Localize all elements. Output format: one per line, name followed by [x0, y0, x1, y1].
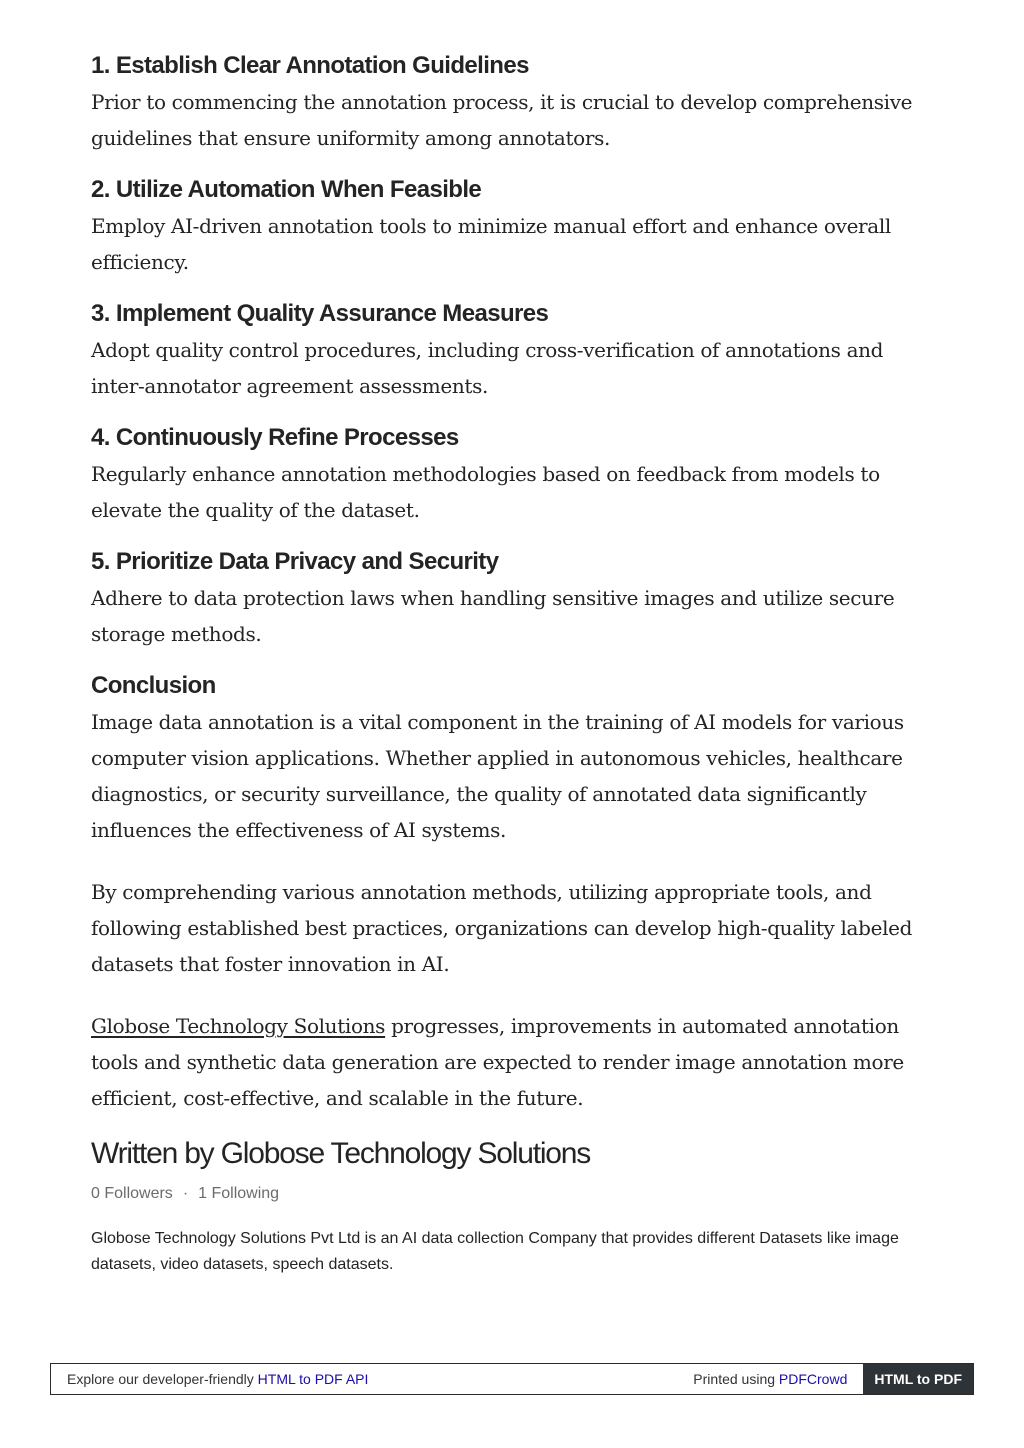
following-link[interactable]: 1 Following	[198, 1185, 280, 1202]
explore-text	[51, 1371, 693, 1387]
section-body-guidelines: Prior to commencing the annotation process, it is crucial to develop comprehensive guidelines that ensure uniformity among annotators.	[91, 90, 913, 150]
article-content	[91, 50, 931, 1278]
pdfcrowd-link[interactable]: PDFCrowd	[778, 1371, 848, 1387]
conclusion-paragraph-3	[91, 1008, 931, 1116]
section-heading-privacy: 5. Prioritize Data Privacy and Security	[91, 548, 499, 575]
section-heading-quality: 3. Implement Quality Assurance Measures	[91, 300, 549, 327]
section-heading-refine: 4. Continuously Refine Processes	[91, 424, 459, 451]
section-body-privacy: Adhere to data protection laws when handling sensitive images and utilize secure storage methods.	[91, 586, 895, 646]
globose-link[interactable]: Globose Technology Solutions	[91, 1014, 386, 1038]
written-by-text[interactable]: Written by Globose Technology Solutions	[91, 1137, 591, 1170]
html-to-pdf-button[interactable]: HTML to PDF	[863, 1364, 973, 1394]
section-body-automation: Employ AI-driven annotation tools to minimize manual effort and enhance overall efficiency.	[91, 214, 891, 274]
section-body-quality: Adopt quality control procedures, including cross-verification of annotations and inter-annotator agreement assessments.	[91, 338, 884, 398]
conclusion-paragraph-1: Image data annotation is a vital component in the training of AI models for various computer vision applications. Whether applied in autonomous vehicles, healthcare diagnostics, or security surveillance, the quality of annotated data significantly influences the effectiveness of AI systems.	[91, 710, 904, 842]
pdfcrowd-footer-bar	[50, 1363, 974, 1395]
section-body-refine: Regularly enhance annotation methodologies based on feedback from models to elevate the quality of the dataset.	[91, 462, 880, 522]
explore-label: Explore our developer-friendly	[67, 1371, 258, 1387]
section-heading-automation: 2. Utilize Automation When Feasible	[91, 176, 482, 203]
follow-separator: ·	[182, 1185, 189, 1202]
printed-using-text	[693, 1371, 863, 1387]
written-by-heading[interactable]	[91, 1134, 931, 1174]
author-bio: Globose Technology Solutions Pvt Ltd is an AI data collection Company that provides different Datasets like image datasets, video datasets, speech datasets.	[91, 1230, 899, 1273]
section-heading-guidelines: 1. Establish Clear Annotation Guidelines	[91, 52, 529, 79]
conclusion-paragraph-3-text: progresses, improvements in automated annotation tools and synthetic data generation are expected to render image annotation more efficient, cost-effective, and scalable in the future.	[91, 1014, 904, 1110]
conclusion-heading: Conclusion	[91, 672, 216, 699]
printed-label: Printed using	[693, 1371, 779, 1387]
followers-link[interactable]: 0 Followers	[91, 1185, 173, 1202]
follow-stats	[91, 1182, 931, 1206]
html-to-pdf-api-link[interactable]: HTML to PDF API	[257, 1371, 369, 1387]
conclusion-paragraph-2: By comprehending various annotation methods, utilizing appropriate tools, and following established best practices, organizations can develop high-quality labeled datasets that foster innovation in AI.	[91, 880, 913, 976]
